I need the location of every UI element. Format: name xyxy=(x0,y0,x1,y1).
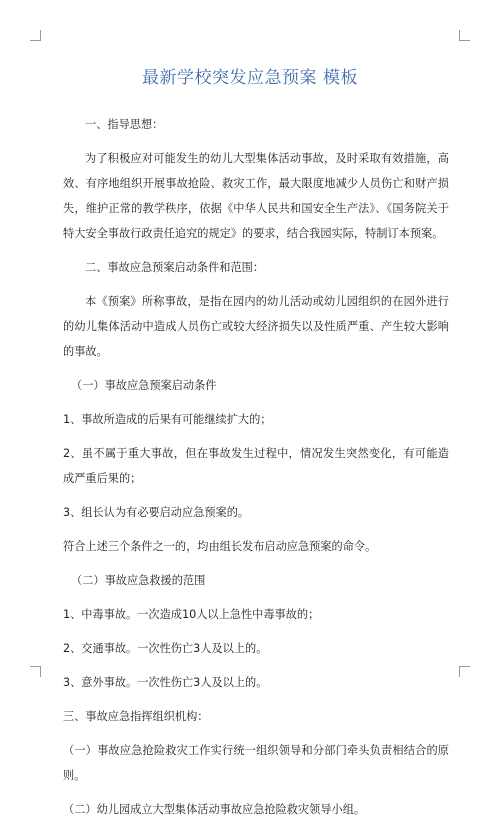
list-item-condition-1: 1、事故所造成的后果有可能继续扩大的； xyxy=(63,413,272,426)
paragraph-principle: （一）事故应急抢险救灾工作实行统一组织领导和分部门牵头负责相结合的原则。 xyxy=(63,744,449,782)
section-heading-activation-scope: 二、事故应急预案启动条件和范围： xyxy=(85,261,265,274)
crop-mark-top-left xyxy=(30,30,41,41)
paragraph-activation-command: 符合上述三个条件之一的，均由组长发布启动应急预案的命令。 xyxy=(63,540,377,553)
crop-mark-bottom-right xyxy=(459,666,470,677)
paragraph-guiding-ideology: 为了积极应对可能发生的幼儿大型集体活动事故，及时采取有效措施，高效、有序地组织开展事故抢险、救灾工作，最大限度地减少人员伤亡和财产损失，维护正常的教学秩序，依据《中华人民共和国安全生产法》、《国务院关于特大安全事故行政责任追究的规定》的要求，结合我园实际，特制订本预案。 xyxy=(63,152,449,240)
document-title: 最新学校突发应急预案 模板 xyxy=(142,68,358,88)
paragraph-leading-group: （二）幼儿园成立大型集体活动事故应急抢险救灾领导小组。 xyxy=(63,803,366,816)
section-heading-command-organization: 三、事故应急指挥组织机构： xyxy=(63,710,209,723)
subheading-activation-conditions: （一）事故应急预案启动条件 xyxy=(71,379,217,392)
list-item-condition-3: 3、组长认为有必要启动应急预案的。 xyxy=(63,506,250,519)
crop-mark-bottom-left xyxy=(30,666,41,677)
list-item-traffic: 2、交通事故。一次性伤亡3人及以上的。 xyxy=(63,642,268,655)
list-item-poisoning: 1、中毒事故。一次造成10人以上急性中毒事故的； xyxy=(63,608,320,621)
crop-mark-top-right xyxy=(459,30,470,41)
list-item-accident: 3、意外事故。一次性伤亡3人及以上的。 xyxy=(63,676,268,689)
document-body xyxy=(63,112,449,831)
list-item-condition-2: 2、虽不属于重大事故，但在事故发生过程中，情况发生突然变化，有可能造成严重后果的； xyxy=(63,447,449,485)
paragraph-definition: 本《预案》所称事故，是指在园内的幼儿活动或幼儿园组织的在园外进行的幼儿集体活动中造成人员伤亡或较大经济损失以及性质严重、产生较大影响的事故。 xyxy=(63,295,449,358)
subheading-rescue-scope: （二）事故应急救援的范围 xyxy=(71,574,206,587)
section-heading-guiding-ideology: 一、指导思想： xyxy=(85,118,164,131)
